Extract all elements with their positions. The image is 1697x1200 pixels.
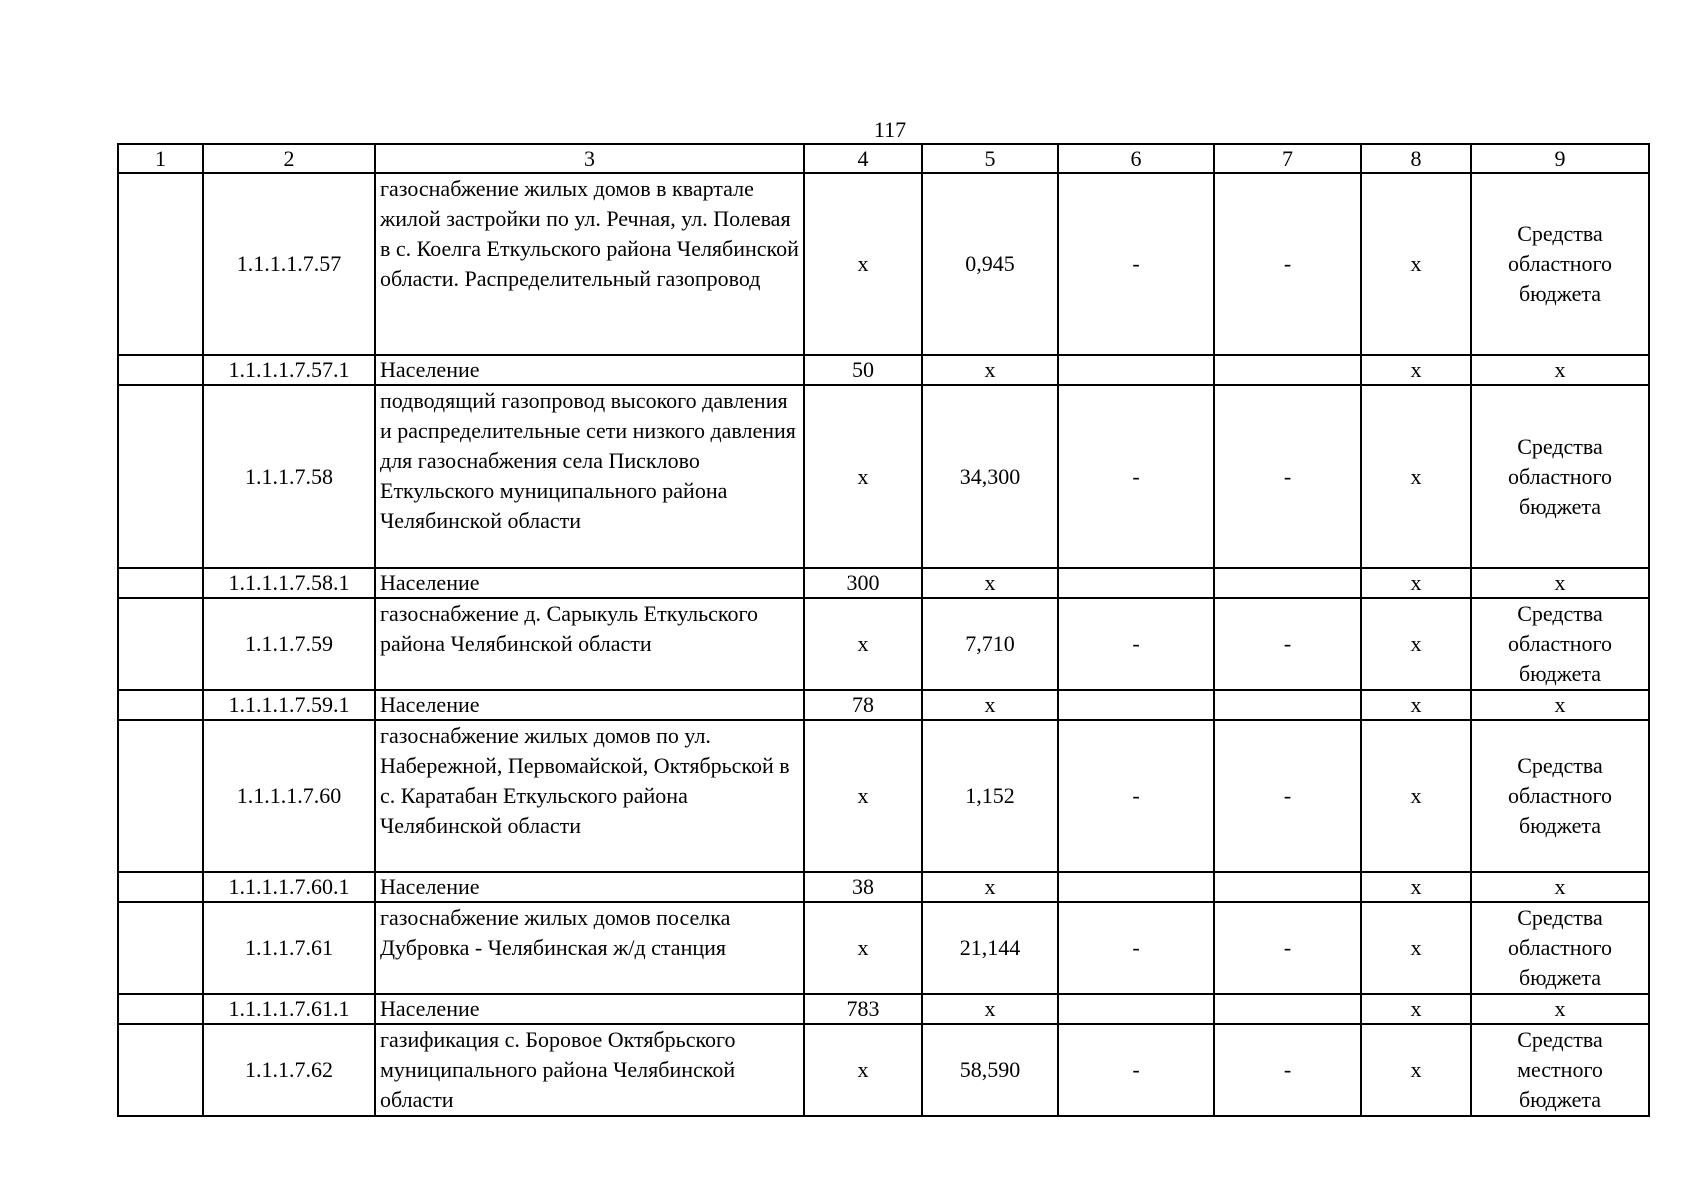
cell-description: Население [375,690,804,720]
cell-description: газоснабжение д. Сарыкуль Еткульского района Челябинской области [375,598,804,690]
cell-funding-source: Средства местного бюджета [1471,1024,1649,1116]
cell-col6: - [1058,720,1214,872]
cell-col8: х [1361,1024,1471,1116]
cell-col4: 50 [804,355,922,385]
cell-col5: х [922,994,1058,1024]
cell-index [118,720,203,872]
cell-description: Население [375,994,804,1024]
cell-funding-source: Средства областного бюджета [1471,902,1649,994]
cell-col7 [1214,690,1361,720]
cell-col5: 0,945 [922,173,1058,355]
table-row [118,690,1649,720]
cell-funding-source: Средства областного бюджета [1471,720,1649,872]
cell-index [118,902,203,994]
table-row [118,598,1649,690]
table-row [118,720,1649,872]
cell-description: газификация с. Боровое Октябрьского муниципального района Челябинской области [375,1024,804,1116]
cell-code: 1.1.1.7.58 [203,385,375,568]
cell-index [118,173,203,355]
column-header: 7 [1214,144,1361,173]
program-table [117,143,1650,1117]
cell-col4: 783 [804,994,922,1024]
cell-col7 [1214,568,1361,598]
cell-code: 1.1.1.1.7.60 [203,720,375,872]
table-row [118,385,1649,568]
cell-col5: 1,152 [922,720,1058,872]
cell-col4: х [804,385,922,568]
cell-col5: х [922,355,1058,385]
cell-col8: х [1361,173,1471,355]
cell-col7 [1214,355,1361,385]
cell-description: Население [375,355,804,385]
cell-funding-source: х [1471,872,1649,902]
cell-col4: х [804,1024,922,1116]
cell-funding-source: х [1471,568,1649,598]
column-header: 4 [804,144,922,173]
cell-col8: х [1361,994,1471,1024]
cell-col8: х [1361,720,1471,872]
table-row [118,173,1649,355]
cell-code: 1.1.1.7.59 [203,598,375,690]
cell-description: Население [375,568,804,598]
cell-index [118,690,203,720]
cell-col4: 300 [804,568,922,598]
cell-code: 1.1.1.1.7.57.1 [203,355,375,385]
table-row [118,902,1649,994]
table-row [118,994,1649,1024]
cell-code: 1.1.1.1.7.60.1 [203,872,375,902]
cell-col6: - [1058,902,1214,994]
cell-col6 [1058,690,1214,720]
cell-funding-source: х [1471,994,1649,1024]
cell-index [118,355,203,385]
cell-col7: - [1214,720,1361,872]
cell-col5: 58,590 [922,1024,1058,1116]
cell-index [118,994,203,1024]
cell-col6 [1058,872,1214,902]
cell-index [118,568,203,598]
cell-description: подводящий газопровод высокого давления и распределительные сети низкого давления для газоснабжения села Писклово Еткульского муниципального района Челябинской области [375,385,804,568]
column-header: 1 [118,144,203,173]
cell-index [118,598,203,690]
cell-col4: х [804,902,922,994]
cell-col7: - [1214,902,1361,994]
cell-code: 1.1.1.1.7.58.1 [203,568,375,598]
cell-index [118,385,203,568]
cell-code: 1.1.1.1.7.59.1 [203,690,375,720]
cell-col8: х [1361,598,1471,690]
cell-col7: - [1214,598,1361,690]
cell-col8: х [1361,872,1471,902]
cell-code: 1.1.1.1.7.57 [203,173,375,355]
cell-col5: 34,300 [922,385,1058,568]
cell-description: газоснабжение жилых домов по ул. Набережной, Первомайской, Октябрьской в с. Каратабан Еткульского района Челябинской области [375,720,804,872]
cell-code: 1.1.1.1.7.61.1 [203,994,375,1024]
cell-col5: х [922,690,1058,720]
cell-col6: - [1058,173,1214,355]
cell-col5: 21,144 [922,902,1058,994]
cell-col7: - [1214,173,1361,355]
cell-col4: 38 [804,872,922,902]
cell-description: Население [375,872,804,902]
cell-col6 [1058,355,1214,385]
cell-col4: х [804,720,922,872]
table-row [118,355,1649,385]
column-header: 5 [922,144,1058,173]
cell-col7 [1214,872,1361,902]
cell-col8: х [1361,690,1471,720]
column-header: 8 [1361,144,1471,173]
column-header: 2 [203,144,375,173]
cell-description: газоснабжение жилых домов поселка Дубровка - Челябинская ж/д станция [375,902,804,994]
cell-funding-source: Средства областного бюджета [1471,385,1649,568]
cell-col7 [1214,994,1361,1024]
cell-col6: - [1058,1024,1214,1116]
cell-code: 1.1.1.7.62 [203,1024,375,1116]
cell-col6: - [1058,598,1214,690]
column-header: 3 [375,144,804,173]
cell-col6: - [1058,385,1214,568]
cell-col4: х [804,598,922,690]
cell-col5: 7,710 [922,598,1058,690]
cell-col8: х [1361,902,1471,994]
cell-col4: 78 [804,690,922,720]
cell-funding-source: Средства областного бюджета [1471,173,1649,355]
cell-funding-source: х [1471,355,1649,385]
cell-col6 [1058,568,1214,598]
cell-col8: х [1361,355,1471,385]
cell-col8: х [1361,568,1471,598]
cell-description: газоснабжение жилых домов в квартале жилой застройки по ул. Речная, ул. Полевая в с. Коелга Еткульского района Челябинской области. Распределительный газопровод [375,173,804,355]
cell-col4: х [804,173,922,355]
table-row [118,1024,1649,1116]
cell-funding-source: Средства областного бюджета [1471,598,1649,690]
page-number: 117 [873,117,907,142]
cell-col7: - [1214,385,1361,568]
cell-funding-source: х [1471,690,1649,720]
table-row [118,568,1649,598]
cell-col5: х [922,872,1058,902]
cell-code: 1.1.1.7.61 [203,902,375,994]
cell-col5: х [922,568,1058,598]
cell-index [118,872,203,902]
table-row [118,872,1649,902]
cell-col8: х [1361,385,1471,568]
column-header: 6 [1058,144,1214,173]
cell-col7: - [1214,1024,1361,1116]
column-header: 9 [1471,144,1649,173]
cell-index [118,1024,203,1116]
column-number-row [118,144,1649,173]
cell-col6 [1058,994,1214,1024]
